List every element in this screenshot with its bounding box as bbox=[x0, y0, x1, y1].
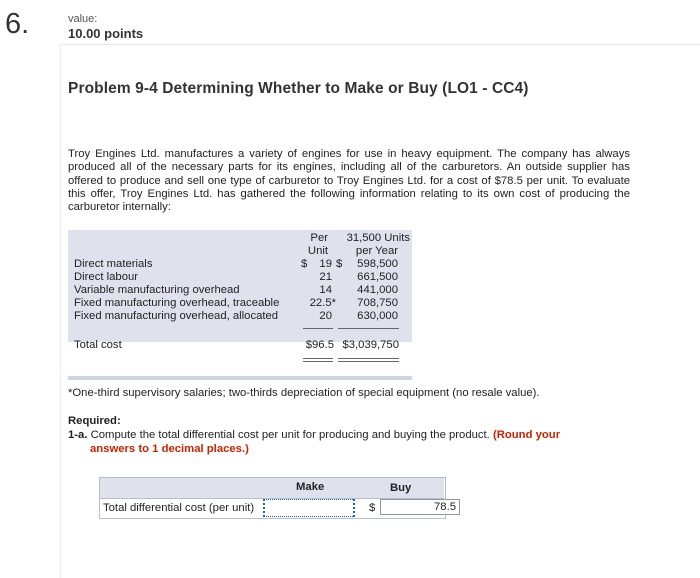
problem-title: Problem 9-4 Determining Whether to Make or Buy (LO1 - CC4) bbox=[68, 80, 529, 97]
buy-input-value: 78.5 bbox=[434, 501, 456, 513]
total-cost-unit: $96.5 bbox=[305, 339, 334, 351]
points-value: 10.00 points bbox=[68, 26, 144, 41]
row-total-direct-labour: 661,500 bbox=[357, 271, 398, 283]
row-label-variable-overhead: Variable manufacturing overhead bbox=[74, 284, 240, 296]
column-buy: Buy bbox=[390, 482, 412, 494]
cost-table bbox=[68, 230, 412, 380]
problem-paragraph: Troy Engines Ltd. manufactures a variety of engines for use in heavy equipment. The company has always produced all of the necessary parts for its engines, including all of the carburetors. An outside supplier has offered to produce and sell one type of carburetor to Troy Engines Ltd. for a cost of $78.5 per unit. To evaluate this offer, Troy Engines Ltd. has gathered the following information relating to its own cost of producing the carburetor internally: bbox=[68, 148, 630, 214]
subtotal-rule-unit bbox=[303, 328, 333, 329]
header-unit: Unit bbox=[307, 245, 328, 257]
subtotal-rule-total bbox=[338, 328, 399, 329]
total-cost-year: $3,039,750 bbox=[342, 339, 399, 351]
question-number: 6. bbox=[5, 8, 30, 40]
make-input[interactable] bbox=[263, 499, 355, 517]
row-total-variable-overhead: 441,000 bbox=[357, 284, 398, 296]
row-label-direct-labour: Direct labour bbox=[74, 271, 139, 283]
rounding-note-2: answers to 1 decimal places.) bbox=[90, 443, 249, 455]
total-double-rule-unit-2 bbox=[303, 361, 333, 362]
row-currency-unit: $ bbox=[301, 258, 308, 270]
row-currency-total: $ bbox=[336, 258, 343, 270]
value-label: value: bbox=[68, 13, 98, 25]
row-label-fixed-traceable: Fixed manufacturing overhead, traceable bbox=[74, 297, 280, 309]
row-unit-fixed-traceable: 22.5* bbox=[309, 297, 336, 309]
total-double-rule-year-2 bbox=[338, 361, 399, 362]
requirement-1a bbox=[68, 429, 633, 441]
total-double-rule-unit-1 bbox=[303, 358, 333, 359]
header-units: 31,500 Units bbox=[346, 232, 410, 244]
row-unit-direct-materials: 19 bbox=[319, 258, 332, 270]
required-heading: Required: bbox=[68, 415, 121, 427]
total-double-rule-year-1 bbox=[338, 358, 399, 359]
header-per-year: per Year bbox=[355, 245, 398, 257]
total-cost-label: Total cost bbox=[74, 339, 122, 351]
row-unit-variable-overhead: 14 bbox=[319, 284, 332, 296]
buy-input[interactable] bbox=[380, 499, 460, 515]
row-total-fixed-allocated: 630,000 bbox=[357, 310, 398, 322]
row-label-direct-materials: Direct materials bbox=[74, 258, 153, 270]
row-unit-direct-labour: 21 bbox=[319, 271, 332, 283]
footnote: *One-third supervisory salaries; two-thirds depreciation of special equipment (no resale value). bbox=[68, 387, 540, 399]
requirement-part-label: 1-a. bbox=[68, 429, 88, 441]
row-label-fixed-allocated: Fixed manufacturing overhead, allocated bbox=[74, 310, 279, 322]
row-unit-fixed-allocated: 20 bbox=[319, 310, 332, 322]
rounding-note-1: (Round your bbox=[492, 429, 561, 441]
header-per: Per bbox=[310, 232, 328, 244]
row-total-fixed-traceable: 708,750 bbox=[357, 297, 398, 309]
left-divider bbox=[60, 44, 61, 578]
buy-currency: $ bbox=[369, 502, 376, 514]
requirement-text: Compute the total differential cost per unit for producing and buying the product. bbox=[90, 429, 490, 441]
table-footer-bar bbox=[68, 376, 412, 380]
row-total-direct-materials: 598,500 bbox=[357, 258, 398, 270]
header-divider bbox=[60, 44, 700, 45]
column-make: Make bbox=[296, 481, 325, 493]
answer-row-label: Total differential cost (per unit) bbox=[103, 502, 255, 514]
